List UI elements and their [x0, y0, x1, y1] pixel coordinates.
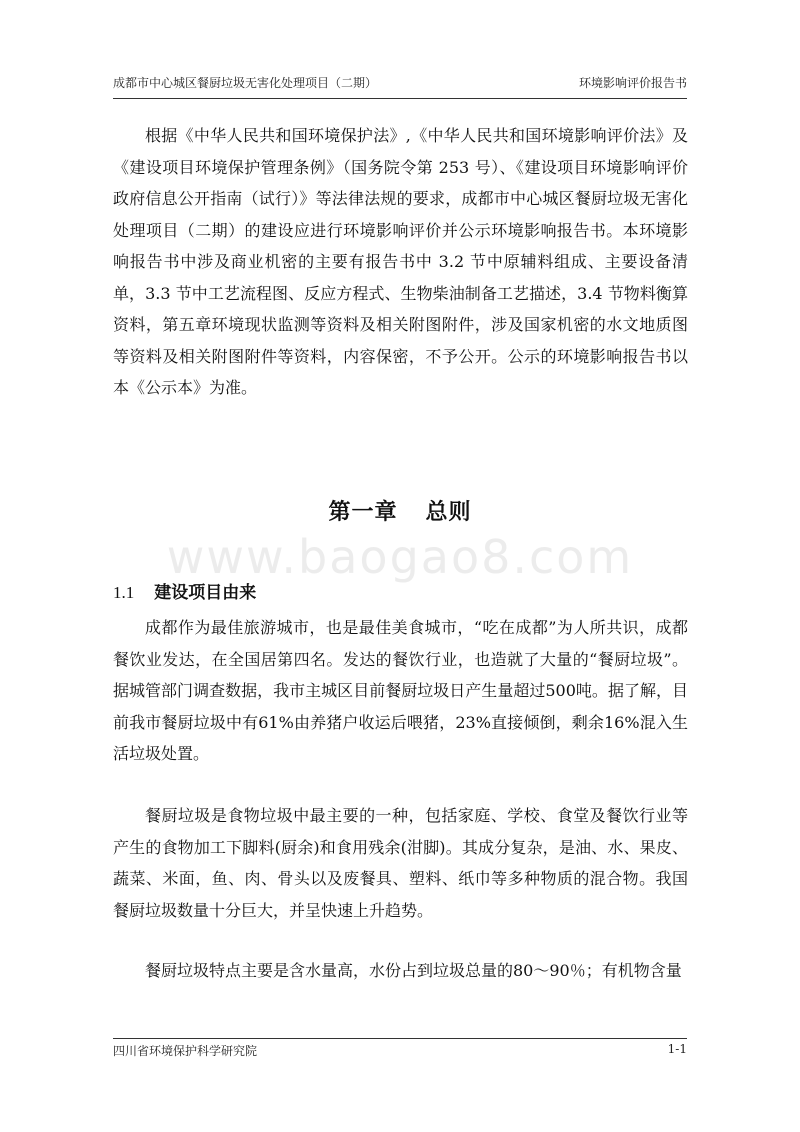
body-paragraph-1: 成都作为最佳旅游城市，也是最佳美食城市，“吃在成都”为人所共识，成都餐饮业发达，在全国居第四名。发达的餐饮行业，也造就了大量的“餐厨垃圾”。据城管部门调查数据，我市主城区目前餐厨垃圾日产生量超过500吨。据了解，目前我市餐厨垃圾中有61%由养猪户收运后喂猪，23%直接倾倒，剩余16%混入生活垃圾处置。 — [113, 618, 688, 763]
header-project-title: 成都市中心城区餐厨垃圾无害化处理项目（二期） — [113, 76, 378, 90]
chapter-heading — [0, 495, 800, 526]
watermark: www.baogao8.com — [166, 530, 634, 584]
footer-institution: 四川省环境保护科学研究院 — [113, 1044, 258, 1058]
section-title: 建设项目由来 — [154, 583, 257, 603]
footer-divider — [113, 1038, 687, 1039]
body-paragraph-2: 餐厨垃圾是食物垃圾中最主要的一种，包括家庭、学校、食堂及餐饮行业等产生的食物加工下脚料(厨余)和食用残余(泔脚)。其成分复杂，是油、水、果皮、蔬菜、米面，鱼、肉、骨头以及废餐具、塑料、纸巾等多种物质的混合物。我国餐厨垃圾数量十分巨大，并呈快速上升趋势。 — [113, 806, 688, 920]
header-report-type: 环境影响评价报告书 — [578, 76, 687, 90]
page-footer — [113, 1042, 687, 1059]
section-heading — [113, 578, 256, 603]
page-header — [113, 74, 687, 96]
section-number: 1.1 — [113, 583, 135, 602]
intro-paragraph: 根据《中华人民共和国环境保护法》,《中华人民共和国环境影响评价法》及《建设项目环境保护管理条例》（国务院令第 253 号）、《建设项目环境影响评价政府信息公开指南（试行）》等法律法规的要求，成都市中心城区餐厨垃圾无害化处理项目（二期）的建设应进行环境影响评价并公示环境影响报告书。本环境影响报告书中涉及商业机密的主要有报告书中 3.2 节中原辅料组成、主要设备清单，3.3 节中工艺流程图、反应方程式、生物柴油制备工艺描述，3.4 节物料衡算资料，第五章环境现状监测等资料及相关附图附件，涉及国家机密的水文地质图等资料及相关附图附件等资料，内容保密，不予公开。公示的环境影响报告书以本《公示本》为准。 — [113, 126, 688, 397]
page-number: 1-1 — [667, 1042, 687, 1056]
header-divider — [113, 98, 687, 99]
body-paragraph-3: 餐厨垃圾特点主要是含水量高，水份占到垃圾总量的80～90％；有机物含量 — [145, 961, 682, 980]
chapter-title: 总则 — [425, 500, 472, 525]
chapter-number: 第一章 — [328, 500, 398, 525]
